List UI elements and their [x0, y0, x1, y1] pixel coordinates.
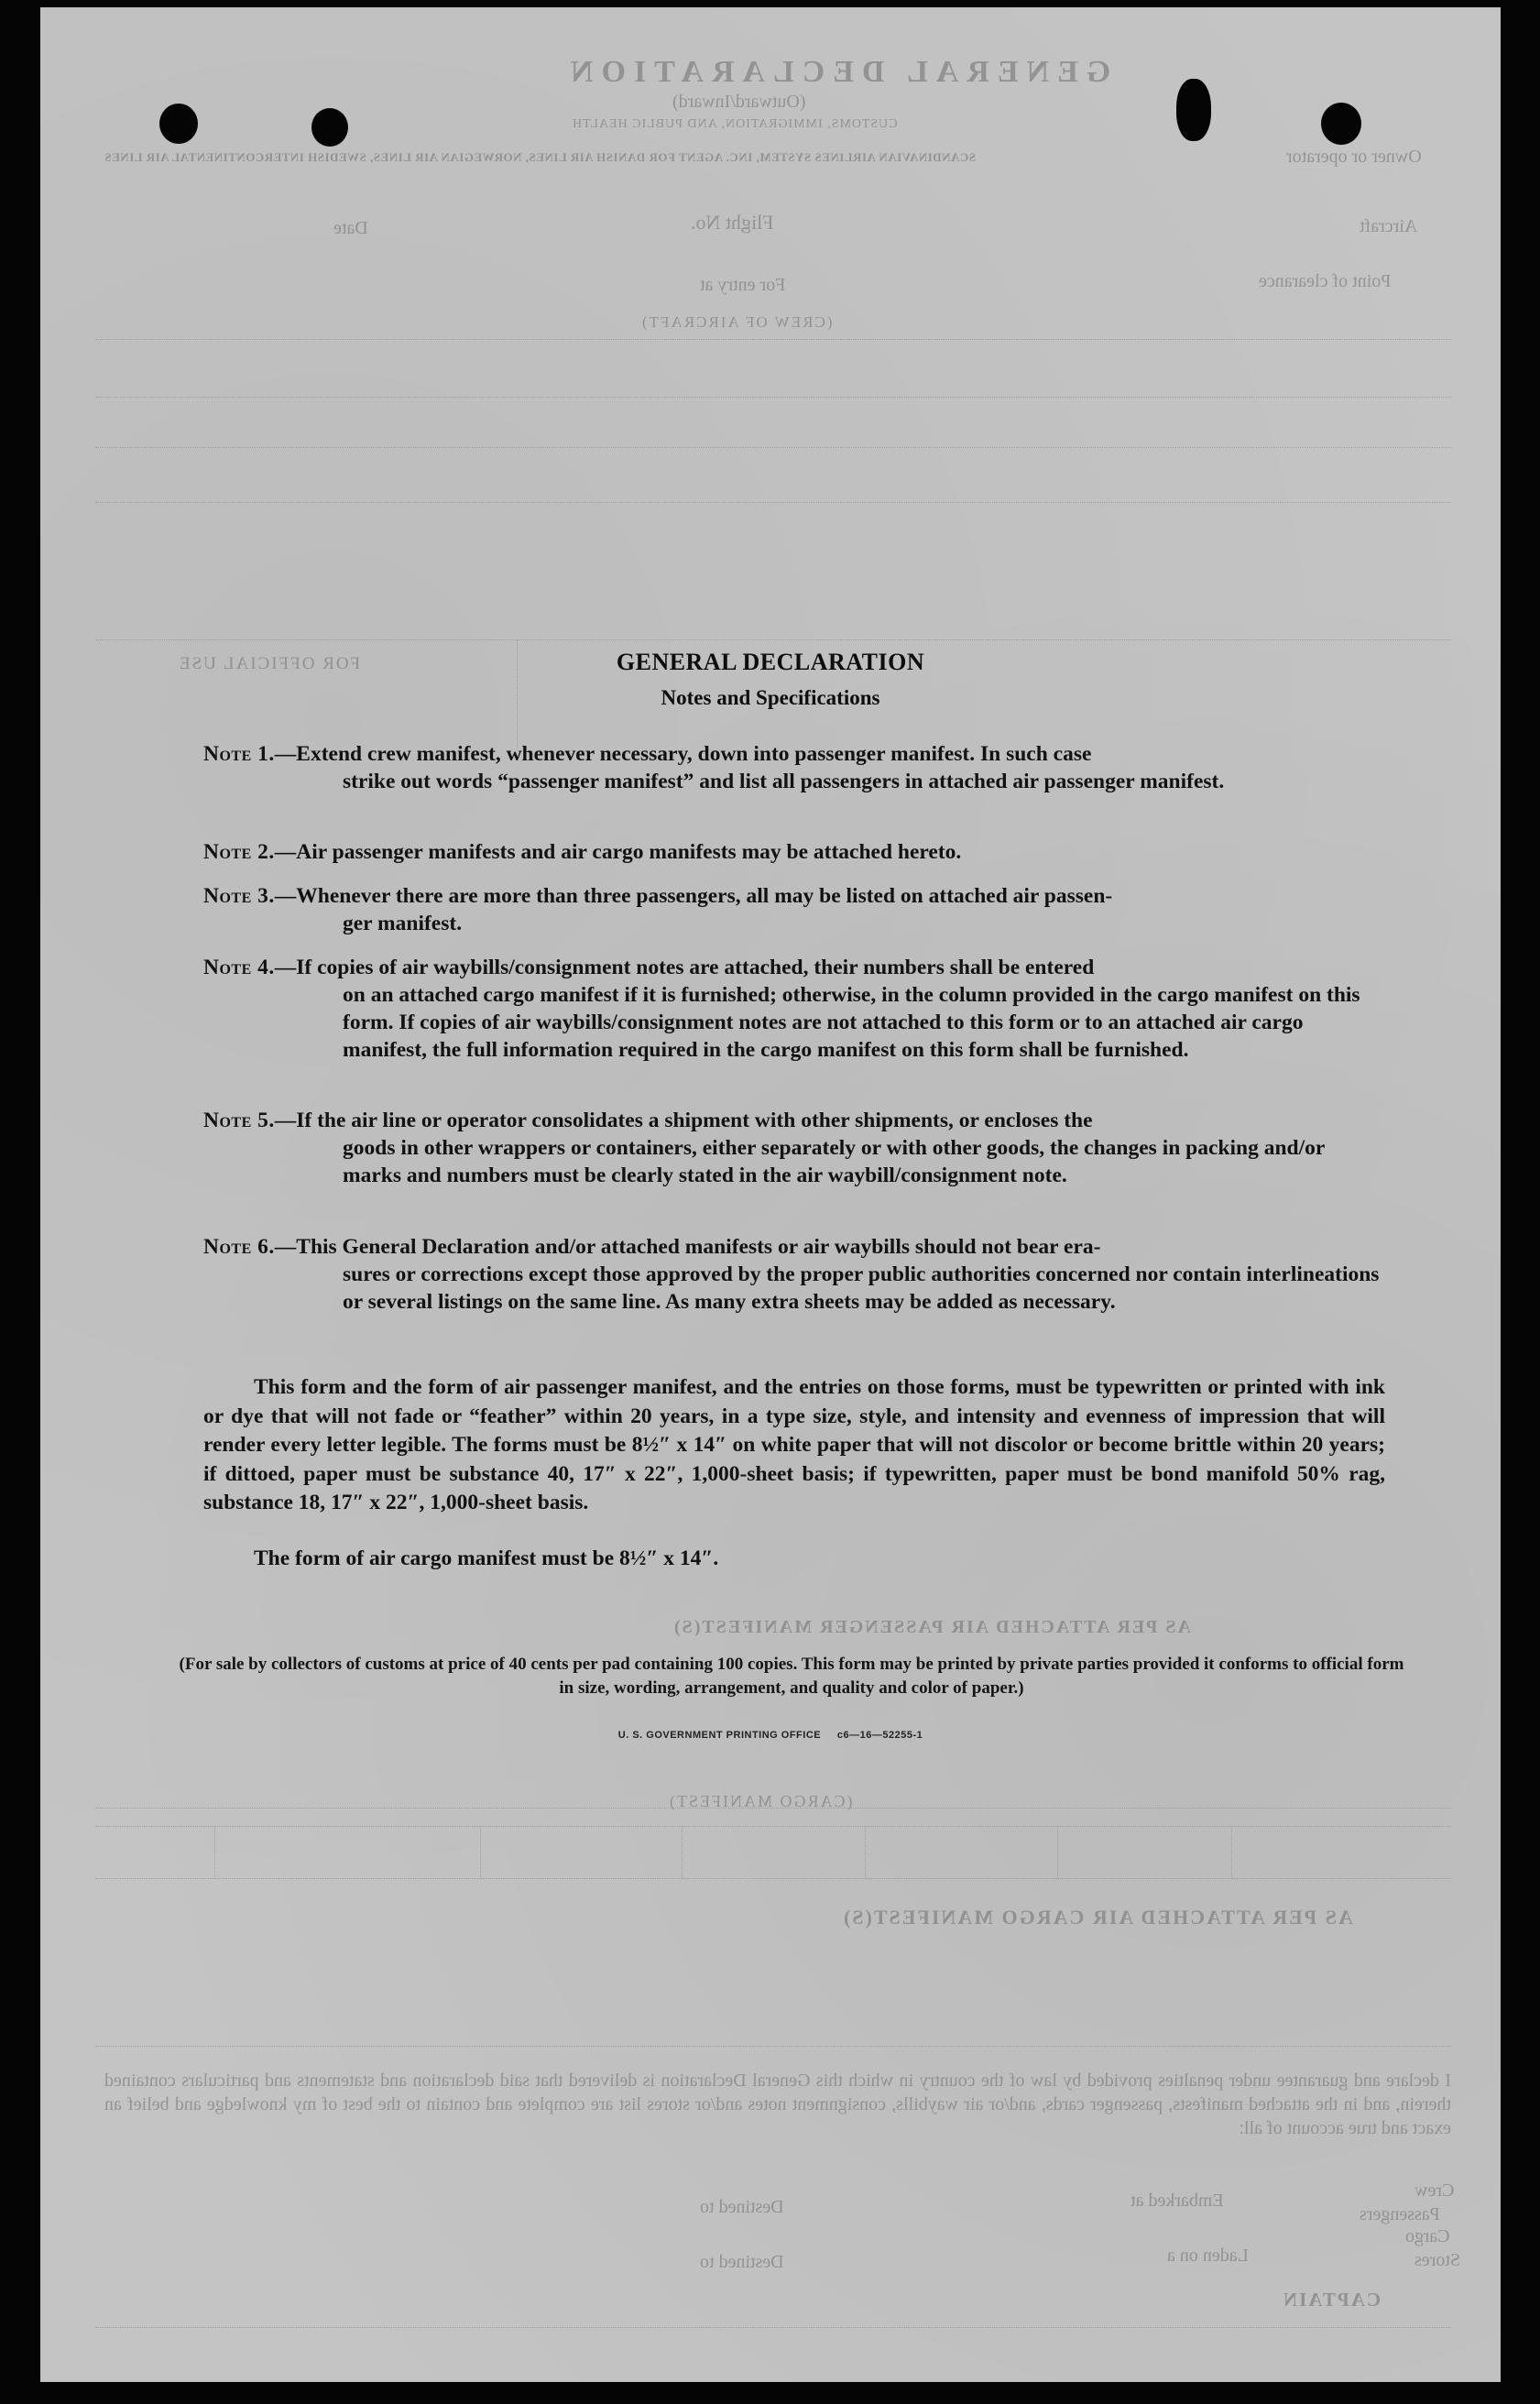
- specification-paragraph: [203, 1373, 1385, 1518]
- note-label: Note 6.: [203, 1235, 275, 1259]
- ghost-destined-2: Destined to: [700, 2252, 784, 2272]
- specification-text: This form and the form of air passenger manifest, and the entries on those forms, must be typewritten or printed with ink or dye that will not fade or “feather” within 20 years, in a type size, style, and intensity and evenness of impression that will render every letter legible. The forms must be 8½″ x 14″ on white paper that will not discolor or become brittle within 20 years; if dittoed, paper must be substance 40, 17″ x 22″, 1,000-sheet basis; if typewritten, paper must be bond manifold 50% rag, substance 18, 17″ x 22″, 1,000-sheet basis.: [203, 1375, 1385, 1514]
- printer-line: U. S. GOVERNMENT PRINTING OFFICE c6—16—52255-1: [617, 1730, 923, 1741]
- punch-hole-right: [1321, 103, 1361, 145]
- note-continuation: ger manifest.: [343, 912, 463, 935]
- ghost-date-label: Date: [333, 218, 368, 238]
- ghost-rule: [95, 1826, 1451, 1827]
- ghost-passengers: Passengers: [1360, 2204, 1440, 2224]
- note-first-line: —If the air line or operator consolidates a shipment with other shipments, or encloses the: [274, 1109, 1093, 1132]
- ghost-crew: Crew: [1414, 2180, 1455, 2201]
- note-label: Note 2.: [203, 840, 275, 864]
- note-4: [203, 954, 1385, 1064]
- note-1: [203, 740, 1385, 795]
- note-first-line: —This General Declaration and/or attached manifests or air waybills should not bear era-: [274, 1235, 1101, 1259]
- ghost-rule: [865, 1826, 866, 1878]
- punch-hole-right-center: [1176, 79, 1211, 141]
- ghost-entry-label: For entry at: [700, 275, 786, 295]
- ghost-passenger-heading: AS PER ATTACHED AIR PASSENGER MANIFEST(S): [672, 1617, 1191, 1637]
- ghost-rule: [95, 339, 1451, 340]
- ghost-aircraft-label: Aircraft: [1360, 216, 1418, 236]
- note-first-line: —Air passenger manifests and air cargo manifests may be attached hereto.: [274, 840, 962, 864]
- ghost-cargo-attached: AS PER ATTACHED AIR CARGO MANIFEST(S): [842, 1906, 1353, 1929]
- ghost-rule: [95, 639, 1451, 640]
- note-6: [203, 1233, 1385, 1316]
- cargo-manifest-size-text: The form of air cargo manifest must be 8½″ x 14″.: [254, 1546, 719, 1570]
- ghost-header-sub2: CUSTOMS, IMMIGRATION, AND PUBLIC HEALTH: [572, 117, 898, 131]
- note-3: [203, 882, 1385, 937]
- ghost-flight-label: Flight No.: [691, 211, 774, 234]
- note-label: Note 4.: [203, 956, 275, 979]
- ghost-rule: [95, 2327, 1451, 2328]
- ghost-crew-heading: (CREW OF AIRCRAFT): [640, 313, 833, 331]
- ghost-owner-line: SCANDINAVIAN AIRLINES SYSTEM, INC. AGENT FOR DANISH AIR LINES, NORWEGIAN AIR LINES, SWEDISH INTERCONTINENTAL AIR LINES: [104, 150, 977, 164]
- note-first-line: —Whenever there are more than three passengers, all may be listed on attached air passen-: [274, 884, 1113, 908]
- ghost-laden: Laden on a: [1167, 2246, 1249, 2266]
- note-5: [203, 1107, 1385, 1189]
- ghost-rule: [95, 447, 1451, 448]
- note-continuation: strike out words “passenger manifest” and list all passengers in attached air passenger manifest.: [343, 770, 1225, 793]
- ghost-header-title: GENERAL DECLARATION: [562, 55, 1111, 89]
- ghost-rule: [95, 502, 1451, 503]
- ghost-destined: Destined to: [700, 2197, 784, 2217]
- ghost-official-use: FOR OFFICIAL USE: [178, 654, 361, 673]
- cargo-manifest-size: [203, 1545, 1385, 1574]
- ghost-rule: [1057, 1826, 1058, 1878]
- note-label: Note 5.: [203, 1109, 275, 1132]
- ghost-owner-label: Owner or operator: [1286, 147, 1422, 167]
- ghost-embarked: Embarked at: [1130, 2191, 1224, 2211]
- ghost-rule: [95, 1878, 1451, 1879]
- note-continuation: sures or corrections except those approved by the proper public authorities concerned nor contain interlineations or several listings on the same line. As many extra sheets may be added as necessary.: [343, 1262, 1380, 1314]
- ghost-cargo: Cargo: [1405, 2226, 1450, 2246]
- document-subtitle: Notes and Specifications: [661, 686, 880, 709]
- note-label: Note 1.: [203, 742, 275, 766]
- ghost-rule: [480, 1826, 481, 1878]
- ghost-rule: [1231, 1826, 1232, 1878]
- punch-hole-left: [159, 104, 198, 144]
- sale-notice: (For sale by collectors of customs at price of 40 cents per pad containing 100 copies. This form may be printed by private parties provided it conforms to official form in size, wording, arrangement, and quality and color of paper.): [179, 1655, 1404, 1698]
- ghost-rule: [682, 1826, 683, 1878]
- note-first-line: —If copies of air waybills/consignment notes are attached, their numbers shall be entered: [274, 956, 1095, 979]
- note-first-line: —Extend crew manifest, whenever necessary, down into passenger manifest. In such case: [274, 742, 1092, 766]
- ghost-header-sub: (Outward/Inward): [672, 92, 806, 112]
- ghost-declaration-text: I declare and guarantee under penalties provided by law of the country in which this General Declaration is delivered that said declaration and statements and particulars contained therein, and in the attached manifests, passenger cards, and/or air waybills, consignment notes and/or stores list are complete and contain to the best of my knowledge and belief an exact and true account of all:: [104, 2071, 1451, 2138]
- document-page: [40, 7, 1501, 2382]
- note-2: [203, 838, 1385, 866]
- ghost-stores: Stores: [1414, 2250, 1460, 2270]
- ghost-clearance-label: Point of clearance: [1259, 271, 1392, 291]
- note-continuation: on an attached cargo manifest if it is furnished; otherwise, in the column provided in the cargo manifest on this form. If copies of air waybills/consignment notes are not attached to this form or to an attached air cargo manifest, the full information required in the cargo manifest on this form shall be furnished.: [343, 983, 1360, 1062]
- note-label: Note 3.: [203, 884, 275, 908]
- punch-hole-left-center: [311, 108, 348, 147]
- ghost-rule: [95, 397, 1451, 398]
- ghost-cargo-heading: (CARGO MANIFEST): [668, 1792, 853, 1810]
- ghost-rule: [214, 1826, 215, 1878]
- document-title: GENERAL DECLARATION: [616, 649, 925, 675]
- note-continuation: goods in other wrappers or containers, either separately or with other goods, the changes in packing and/or marks and numbers must be clearly stated in the air waybill/consignment note.: [343, 1136, 1325, 1187]
- ghost-captain: CAPTAIN: [1282, 2289, 1382, 2311]
- ghost-rule: [95, 2046, 1451, 2047]
